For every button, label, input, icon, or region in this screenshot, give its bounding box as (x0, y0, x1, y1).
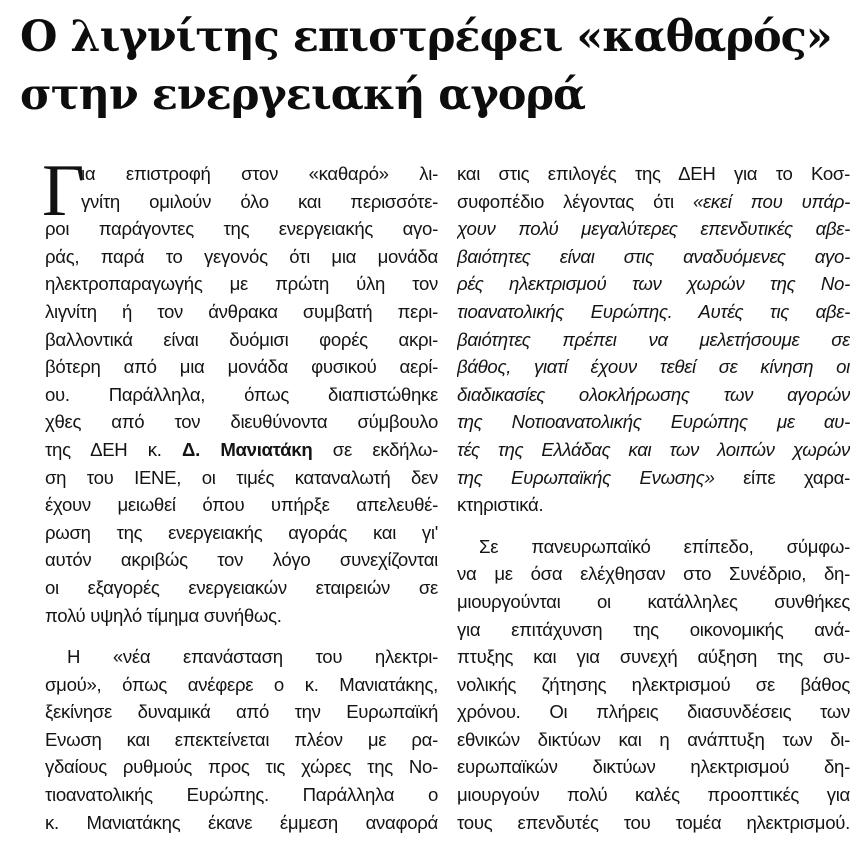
text-line: κ. Μανιατάκης έκανε έμμεση αναφορά (45, 811, 438, 833)
person-name: Δ. Μανιατάκη (182, 438, 313, 460)
text-line: ρωση της ενεργειακής αγοράς και γι' (45, 521, 438, 543)
text-line: αυτόν ακριβώς τον λόγο συνεχίζονται (45, 549, 438, 571)
text-line: βαλλοντικά είναι δυόμισι φορές ακρι- (45, 328, 438, 350)
paragraph-2 (45, 643, 438, 836)
text-line: ευρωπαϊκών δικτύων ηλεκτρισμού δη- (457, 756, 850, 778)
quote-line: τιοανατολικής Ευρώπης. Αυτές τις αβε- (457, 300, 850, 322)
text-run: της ΔΕΗ κ. (45, 438, 183, 460)
paragraph-1 (42, 150, 438, 629)
drop-cap: Γ (42, 150, 85, 232)
quote-line: της Νοτιοανατολικής Ευρώπης με αυ- (457, 411, 850, 433)
text-line: ου. Παράλληλα, όπως διαπιστώθηκε (45, 383, 438, 405)
text-line: για επιτάχυνση της οικονομικής ανά- (457, 618, 850, 640)
text-line: οι εξαγορές ενεργειακών εταιρειών σε (45, 576, 438, 598)
text-line: Η «νέα επανάσταση του ηλεκτρι- (67, 646, 438, 668)
text-line: χθες από τον διευθύνοντα σύμβουλο (45, 411, 438, 433)
article-column-right (457, 160, 850, 836)
text-line (457, 464, 850, 492)
text-line: Σε πανευρωπαϊκό επίπεδο, σύμφω- (479, 535, 850, 557)
text-line: ια επιστροφή στον «καθαρό» λι- (81, 163, 438, 184)
text-line: ση του ΙΕΝΕ, οι τιμές καταναλωτή δεν (45, 466, 438, 488)
text-line: Ενωση και επεκτείνεται πλέον με ρα- (45, 728, 438, 750)
quote-line: διαδικασίες ολοκλήρωσης των αγορών (457, 383, 850, 405)
text-run: συφοπέδιο λέγοντας ότι (457, 190, 693, 212)
quote-line: βαιότητες είναι στις αναδυόμενες αγο- (457, 245, 850, 267)
text-line: τιοανατολικής Ευρώπης. Παράλληλα ο (45, 784, 438, 806)
text-line: λιγνίτη ή τον άνθρακα συμβατή περι- (45, 300, 438, 322)
headline-line-1: Ο λιγνίτης επιστρέφει «καθαρός» (20, 12, 832, 62)
text-line: τους επενδυτές του τομέα ηλεκτρισμού. (457, 811, 850, 833)
text-line: ροι παράγοντες της ενεργειακής αγο- (45, 218, 438, 240)
text-line: να με όσα ελέχθησαν στο Συνέδριο, δη- (457, 563, 850, 585)
text-line: ηλεκτροπαραγωγής με πρώτη ύλη τον (45, 273, 438, 295)
text-run: είπε χαρα- (714, 466, 850, 488)
quote-line: βαιότητες πρέπει να μελετήσουμε σε (457, 328, 850, 350)
quote-line: βάθος, γιατί έχουν τεθεί σε κίνηση οι (457, 356, 850, 378)
paragraph-gap (45, 629, 438, 643)
text-line: και στις επιλογές της ΔΕΗ για το Κοσ- (457, 163, 850, 184)
text-line: ξεκίνησε δυναμικά από την Ευρωπαϊκή (45, 701, 438, 723)
text-line: έχουν μειωθεί όπου υπήρξε απελευθέ- (45, 494, 438, 516)
paragraph-gap (457, 519, 850, 533)
text-line: μιουργούν πολύ καλές προοπτικές για (457, 784, 850, 806)
article-headline (20, 8, 850, 124)
text-line: ράς, παρά το γεγονός ότι μια μονάδα (45, 245, 438, 267)
text-line: γδαίους ρυθμούς προς τις χώρες της Νο- (45, 756, 438, 778)
text-line: εθνικών δικτύων και η ανάπτυξη των δι- (457, 728, 850, 750)
text-line: κτηριστικά. (457, 494, 544, 516)
text-line: μιουργούνται οι κατάλληλες συνθήκες (457, 590, 850, 612)
text-line: γνίτη ομιλούν όλο και περισσότε- (81, 190, 438, 212)
text-line: χρόνου. Οι πλήρεις διασυνδέσεις των (457, 701, 850, 723)
quote-line: τές της Ελλάδας και των λοιπών χωρών (457, 438, 850, 460)
text-line: σμού», όπως ανέφερε ο κ. Μανιατάκης, (45, 673, 438, 695)
quote-line: ρές ηλεκτρισμού των χωρών της Νο- (457, 273, 850, 295)
text-line (457, 188, 850, 216)
text-line: πολύ υψηλό τίμημα συνήθως. (45, 604, 282, 626)
paragraph-4 (457, 533, 850, 837)
text-run: σε εκδήλω- (312, 438, 438, 460)
text-line (45, 436, 438, 464)
quote-run: της Ευρωπαϊκής Ενωσης» (457, 466, 715, 488)
article-column-left (42, 150, 438, 836)
headline-line-2: στην ενεργειακή αγορά (20, 70, 586, 120)
quote-run: «εκεί που υπάρ- (692, 190, 850, 212)
text-line: βότερη από μια μονάδα φυσικού αερί- (45, 356, 438, 378)
text-line: πτυξης και για συνεχή αύξηση της συ- (457, 646, 850, 668)
paragraph-3 (457, 160, 850, 519)
text-line: νολικής ζήτησης ηλεκτρισμού σε βάθος (457, 673, 850, 695)
quote-line: χουν πολύ μεγαλύτερες επενδυτικές αβε- (457, 218, 850, 240)
